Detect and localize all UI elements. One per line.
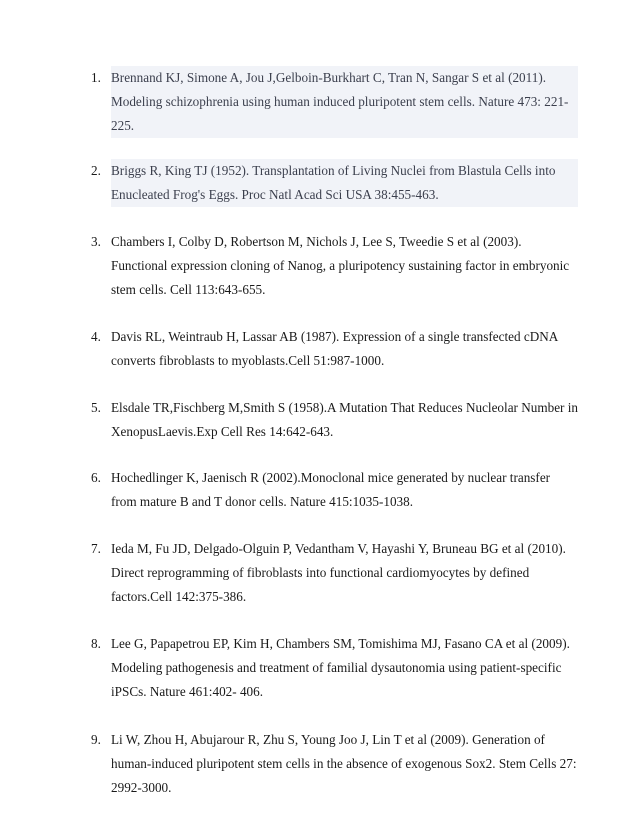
reference-item [0, 230, 638, 302]
reference-text: Brennand KJ, Simone A, Jou J,Gelboin-Burkhart C, Tran N, Sangar S et al (2011). Modeling schizophrenia using human induced pluripotent stem cells. Nature 473: 221-225. [111, 66, 578, 138]
reference-list [0, 66, 638, 800]
reference-text: Hochedlinger K, Jaenisch R (2002).Monoclonal mice generated by nuclear transfer from mature B and T donor cells. Nature 415:1035-1038. [111, 470, 551, 509]
reference-item [0, 66, 638, 138]
reference-number: 7. [91, 541, 101, 556]
reference-number: 2. [91, 163, 101, 178]
reference-item [0, 728, 638, 800]
reference-item [0, 396, 638, 444]
reference-number: 1. [91, 70, 101, 85]
reference-item [0, 537, 638, 609]
reference-number: 3. [91, 234, 101, 249]
reference-text: Ieda M, Fu JD, Delgado-Olguin P, Vedantham V, Hayashi Y, Bruneau BG et al (2010). Direct reprogramming of fibroblasts into functional cardiomyocytes by defined factors.Cell 142:375-386. [111, 541, 566, 604]
reference-number: 5. [91, 400, 101, 415]
reference-text: Chambers I, Colby D, Robertson M, Nichols J, Lee S, Tweedie S et al (2003). Functional expression cloning of Nanog, a pluripotency sustaining factor in embryonic stem cells. Cell 113:643-655. [111, 234, 570, 297]
reference-text: Li W, Zhou H, Abujarour R, Zhu S, Young Joo J, Lin T et al (2009). Generation of human-induced pluripotent stem cells in the absence of exogenous Sox2. Stem Cells 27: 2992-3000. [111, 732, 577, 795]
reference-number: 9. [91, 732, 101, 747]
reference-text: Elsdale TR,Fischberg M,Smith S (1958).A Mutation That Reduces Nucleolar Number in XenopusLaevis.Exp Cell Res 14:642-643. [111, 400, 579, 439]
reference-text: Davis RL, Weintraub H, Lassar AB (1987). Expression of a single transfected cDNA converts fibroblasts to myoblasts.Cell 51:987-1000. [111, 329, 558, 368]
reference-item [0, 466, 638, 514]
reference-item [0, 159, 638, 207]
reference-item [0, 325, 638, 373]
reference-number: 6. [91, 470, 101, 485]
reference-item [0, 632, 638, 704]
reference-text: Lee G, Papapetrou EP, Kim H, Chambers SM, Tomishima MJ, Fasano CA et al (2009). Modeling pathogenesis and treatment of familial dysautonomia using patient-specific iPSCs. Nature 461:402- 406. [111, 636, 570, 699]
reference-number: 4. [91, 329, 101, 344]
reference-text: Briggs R, King TJ (1952). Transplantation of Living Nuclei from Blastula Cells into Enucleated Frog's Eggs. Proc Natl Acad Sci USA 38:455-463. [111, 159, 578, 207]
reference-number: 8. [91, 636, 101, 651]
